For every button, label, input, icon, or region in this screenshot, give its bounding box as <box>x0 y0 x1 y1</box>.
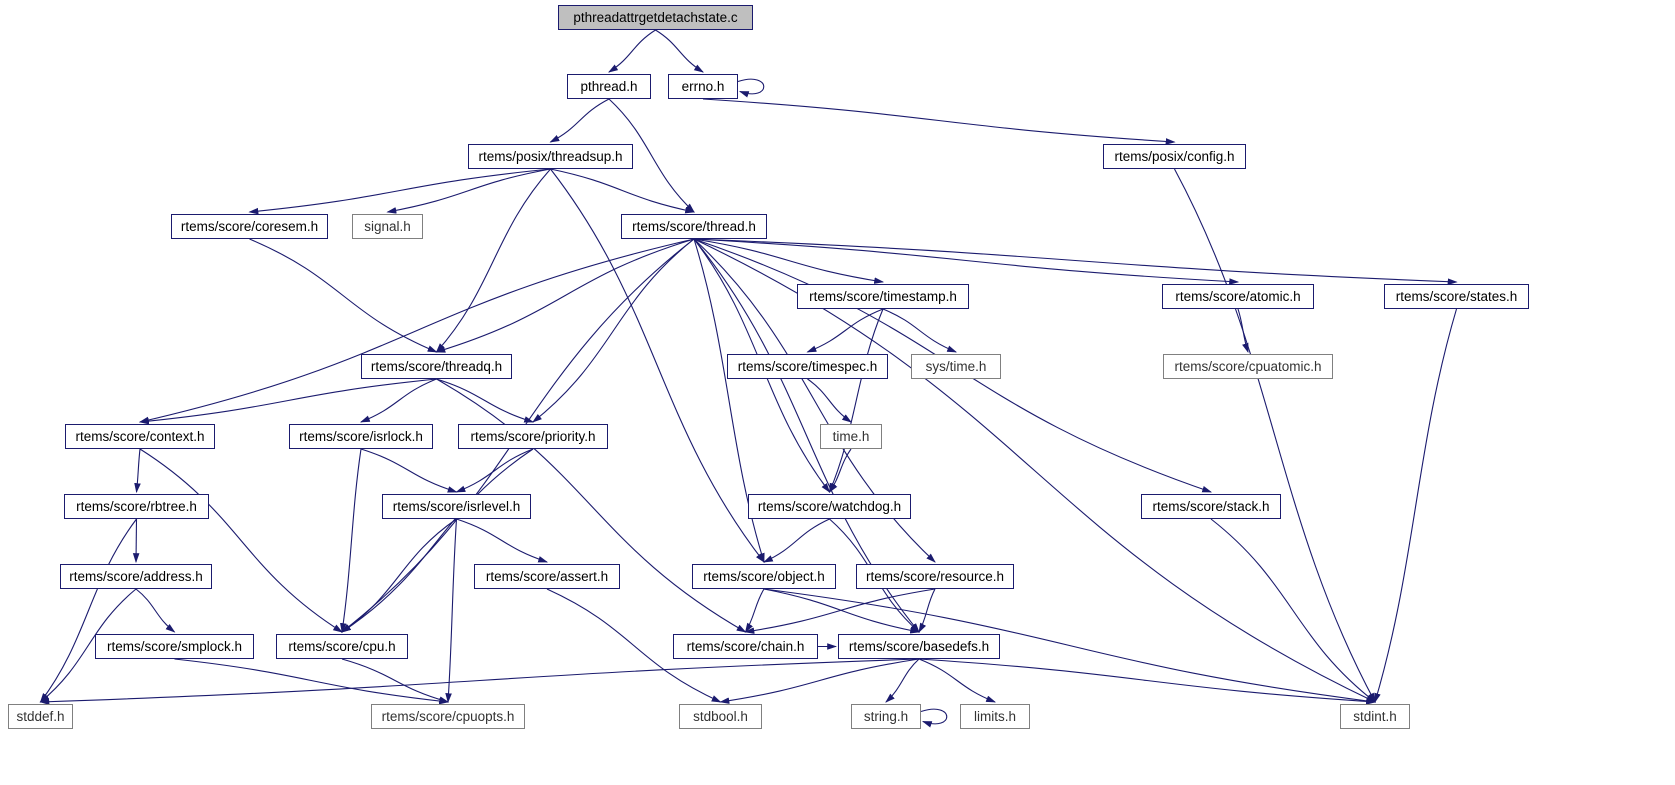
edge-object-to-chain <box>746 589 765 632</box>
edge-threadsup-to-signal <box>388 169 551 212</box>
graph-node-chain[interactable]: rtems/score/chain.h <box>673 634 818 659</box>
graph-node-signal[interactable]: signal.h <box>352 214 423 239</box>
graph-node-context[interactable]: rtems/score/context.h <box>65 424 215 449</box>
edge-rbtree-to-stddef <box>41 519 137 702</box>
graph-node-stddef[interactable]: stddef.h <box>8 704 73 729</box>
graph-node-posixcfg[interactable]: rtems/posix/config.h <box>1103 144 1246 169</box>
graph-node-resource[interactable]: rtems/score/resource.h <box>856 564 1014 589</box>
edge-coresem-to-threadq <box>250 239 437 352</box>
graph-node-stdbool[interactable]: stdbool.h <box>679 704 762 729</box>
edge-states-to-stdint <box>1375 309 1457 702</box>
graph-node-rbtree[interactable]: rtems/score/rbtree.h <box>64 494 209 519</box>
edge-threadq-to-isrlock <box>361 379 437 422</box>
edge-errno-to-errno <box>738 79 764 94</box>
graph-node-coresem[interactable]: rtems/score/coresem.h <box>171 214 328 239</box>
graph-node-timestamp[interactable]: rtems/score/timestamp.h <box>797 284 969 309</box>
edge-basedefs-to-stdint <box>919 659 1375 702</box>
edge-basedefs-to-stddef <box>41 659 920 702</box>
graph-node-string[interactable]: string.h <box>851 704 921 729</box>
graph-node-pthread[interactable]: pthread.h <box>567 74 651 99</box>
edge-threadq-to-priority <box>437 379 534 422</box>
edge-basedefs-to-limits <box>919 659 995 702</box>
graph-node-threadq[interactable]: rtems/score/threadq.h <box>361 354 512 379</box>
edge-thread-to-atomic <box>694 239 1238 282</box>
graph-node-thread[interactable]: rtems/score/thread.h <box>621 214 767 239</box>
graph-node-timespec[interactable]: rtems/score/timespec.h <box>727 354 888 379</box>
graph-node-systime[interactable]: sys/time.h <box>911 354 1001 379</box>
edge-isrlock-to-cpu <box>342 449 361 632</box>
edge-context-to-rbtree <box>137 449 141 492</box>
graph-node-cpu[interactable]: rtems/score/cpu.h <box>276 634 408 659</box>
graph-node-root[interactable]: pthreadattrgetdetachstate.c <box>558 5 753 30</box>
edge-rbtree-to-address <box>136 519 137 562</box>
edge-threadsup-to-coresem <box>250 169 551 212</box>
edge-stack-to-stdint <box>1211 519 1375 702</box>
edge-root-to-pthread <box>609 30 656 72</box>
graph-node-object[interactable]: rtems/score/object.h <box>692 564 836 589</box>
edge-context-to-cpu <box>140 449 342 632</box>
edge-posixcfg-to-stdint <box>1175 169 1376 702</box>
edge-priority-to-cpu <box>342 449 533 632</box>
graph-node-address[interactable]: rtems/score/address.h <box>60 564 212 589</box>
edge-threadsup-to-thread <box>551 169 695 212</box>
edge-thread-to-context <box>140 239 694 422</box>
edge-timestamp-to-systime <box>883 309 956 352</box>
edge-isrlevel-to-cpuopts <box>448 519 457 702</box>
edge-thread-to-states <box>694 239 1457 282</box>
graph-node-basedefs[interactable]: rtems/score/basedefs.h <box>838 634 1000 659</box>
graph-node-stdint[interactable]: stdint.h <box>1340 704 1410 729</box>
edge-resource-to-basedefs <box>919 589 935 632</box>
graph-node-atomic[interactable]: rtems/score/atomic.h <box>1162 284 1314 309</box>
graph-node-states[interactable]: rtems/score/states.h <box>1384 284 1529 309</box>
edge-priority-to-isrlevel <box>457 449 534 492</box>
graph-node-isrlevel[interactable]: rtems/score/isrlevel.h <box>382 494 531 519</box>
edge-timestamp-to-timespec <box>808 309 884 352</box>
edge-pthread-to-threadsup <box>551 99 610 142</box>
edge-isrlock-to-isrlevel <box>361 449 457 492</box>
edge-basedefs-to-string <box>886 659 919 702</box>
edge-watchdog-to-object <box>764 519 830 562</box>
edge-string-to-string <box>921 709 947 724</box>
graph-node-watchdog[interactable]: rtems/score/watchdog.h <box>748 494 911 519</box>
graph-node-isrlock[interactable]: rtems/score/isrlock.h <box>289 424 433 449</box>
graph-node-assert[interactable]: rtems/score/assert.h <box>474 564 620 589</box>
edge-errno-to-posixcfg <box>703 99 1175 142</box>
graph-node-threadsup[interactable]: rtems/posix/threadsup.h <box>468 144 633 169</box>
edge-threadq-to-context <box>140 379 437 422</box>
graph-node-cpuopts[interactable]: rtems/score/cpuopts.h <box>371 704 525 729</box>
graph-node-limits[interactable]: limits.h <box>960 704 1030 729</box>
edge-threadsup-to-threadq <box>437 169 551 352</box>
graph-node-time[interactable]: time.h <box>820 424 882 449</box>
edge-thread-to-threadq <box>437 239 695 352</box>
graph-node-stack[interactable]: rtems/score/stack.h <box>1141 494 1281 519</box>
graph-node-priority[interactable]: rtems/score/priority.h <box>458 424 608 449</box>
edge-isrlevel-to-cpu <box>342 519 457 632</box>
edge-root-to-errno <box>656 30 704 72</box>
graph-node-smplock[interactable]: rtems/score/smplock.h <box>95 634 254 659</box>
edge-address-to-smplock <box>136 589 175 632</box>
graph-node-cpuatomic[interactable]: rtems/score/cpuatomic.h <box>1163 354 1333 379</box>
edge-isrlevel-to-assert <box>457 519 548 562</box>
graph-node-errno[interactable]: errno.h <box>668 74 738 99</box>
